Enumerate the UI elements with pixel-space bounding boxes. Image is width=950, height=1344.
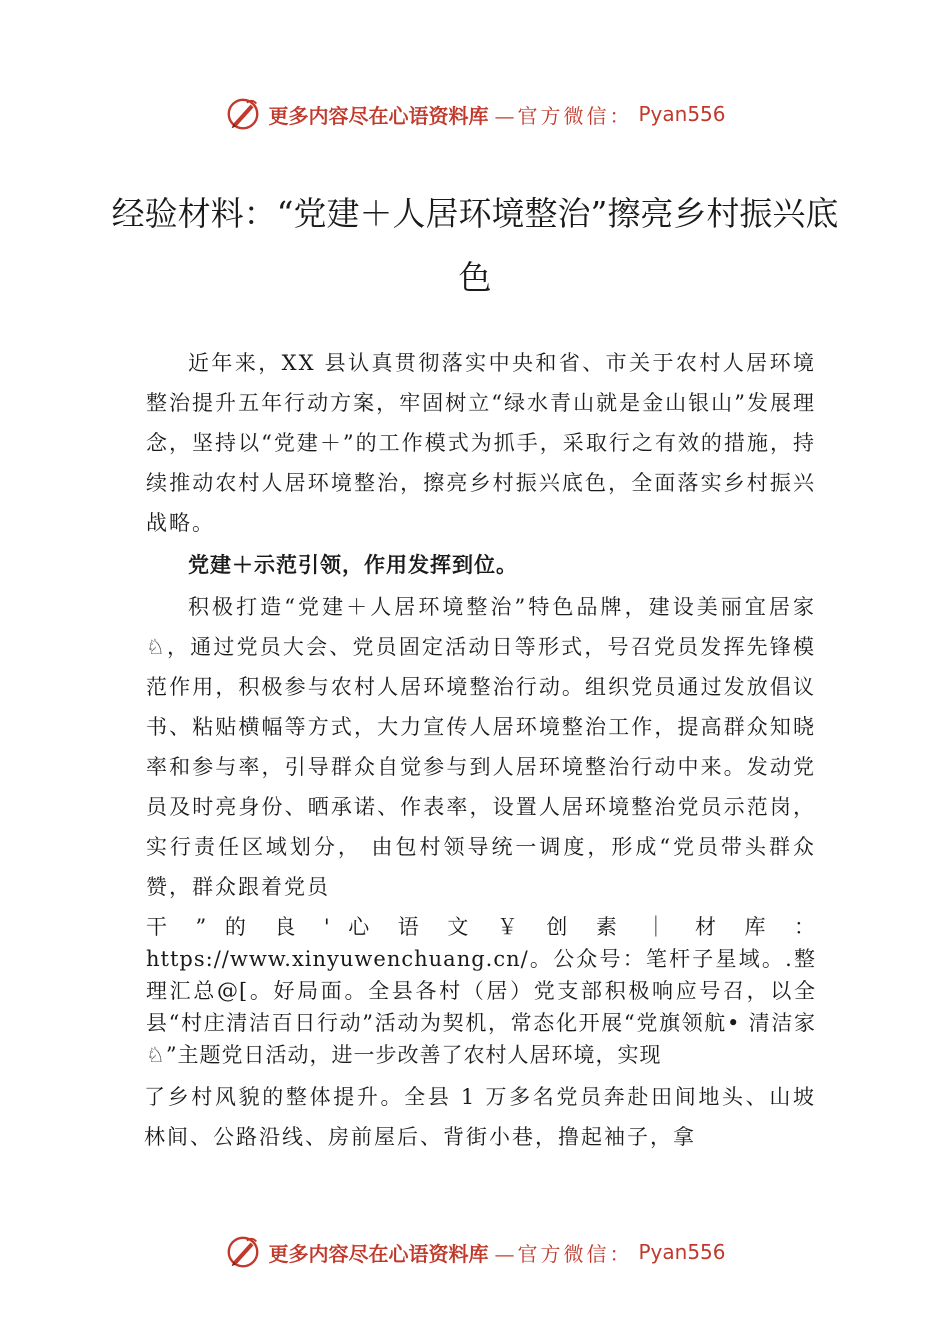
section-paragraph: 积极打造“党建＋人居环境整治”特色品牌，建设美丽宜居家♘，通过党员大会、党员固定活动日等形式，号召党员发挥先锋模范作用，积极参与农村人居环境整治行动。组织党员通过发放倡议书、粘贴横幅等方式，大力宣传人居环境整治工作，提高群众知晓率和参与率，引导群众自觉参与到人居环境整治行动中来。发动党员及时亮身份、晒承诺、作表率，设置人居环境整治党员示范岗，实行责任区域划分， 由包村领导统一调度，形成“党员带头群众赞，群众跟着党员 [146,595,816,899]
document-title: 经验材料：“党建＋人居环境整治”擦亮乡村振兴底色 [111,194,839,297]
banner-wechat-id: Pyan556 [638,1240,726,1264]
section-heading: 党建＋示范引领，作用发挥到位。 [188,553,518,577]
banner-wechat-id: Pyan556 [638,102,726,126]
footer-banner [0,1230,950,1274]
continuation-paragraph: 了乡村风貌的整体提升。全县 1 万多名党员奔赴田间地头、山坡林间、公路沿线、房前屋后、背街小巷，撸起袖子，拿 [144,1085,816,1149]
banner-brand-text: 更多内容尽在心语资料库 [268,103,489,128]
banner-brand-text: 更多内容尽在心语资料库 [268,1241,489,1266]
intro-paragraph: 近年来，XX 县认真贯彻落实中央和省、市关于农村人居环境整治提升五年行动方案，牢固树立“绿水青山就是金山银山”发展理念，坚持以“党建＋”的工作模式为抓手，采取行之有效的措施，持续推动农村人居环境整治，擦亮乡村振兴底色，全面落实乡村振兴战略。 [146,351,816,535]
banner-official-label: —官方微信： [494,103,633,128]
document-body [146,343,816,1157]
pen-logo-icon [224,1233,262,1271]
header-banner [0,92,950,136]
banner-official-label: —官方微信： [494,1241,633,1266]
pen-logo-icon [224,95,262,133]
watermark-paragraph: 干 ” 的 良 ' 心 语 文 ￥ 创 素 ｜ 材 库 ： https://www.xinyuwenchuang.cn/。公众号：笔杆子星域。.整理汇总@[。好局面。全县各村（居）党支部积极响应号召，以全 县“村庄清洁百日行动”活动为契机，常态化开展“党旗领航• 清洁家♘”主题党日活动，进一步改善了农村人居环境，实现 [146,915,816,1067]
